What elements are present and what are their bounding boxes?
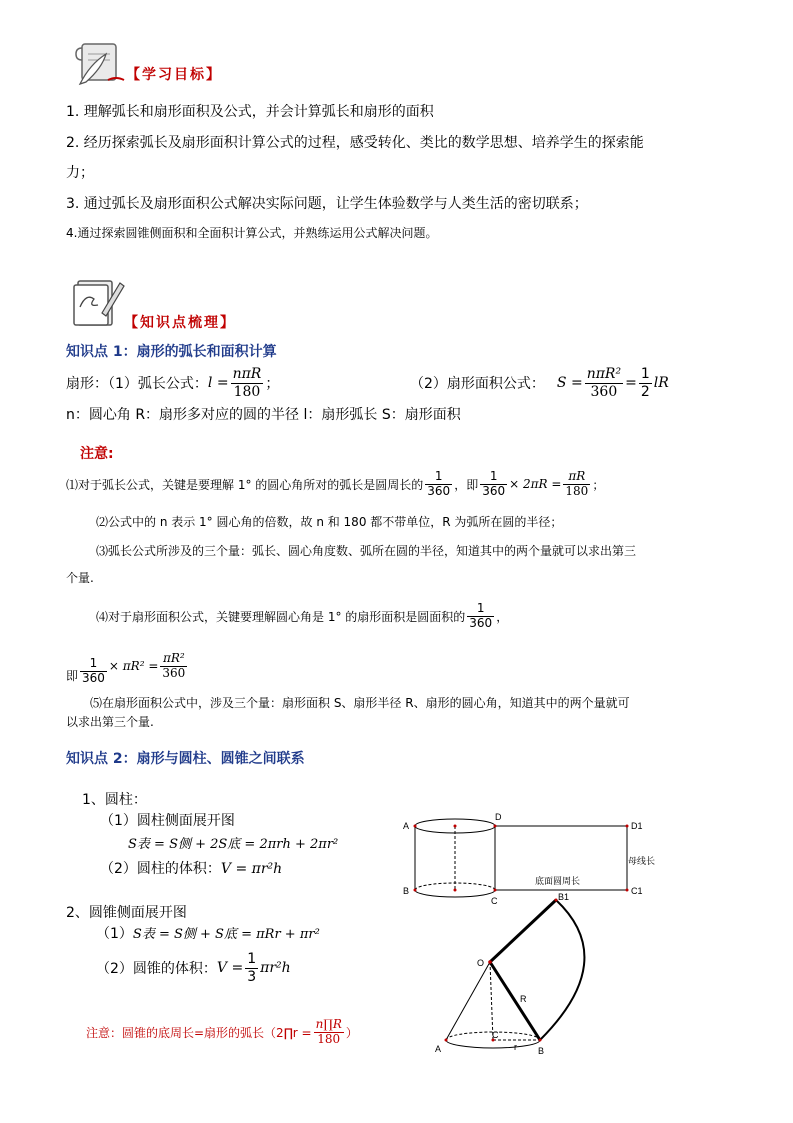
sector-arc bbox=[540, 900, 584, 1040]
cone-volume-tail: πr²h bbox=[260, 960, 291, 976]
cone-note-den: 180 bbox=[317, 1031, 341, 1046]
note-4b-result bbox=[160, 652, 187, 681]
area-formula-tail: lR bbox=[653, 375, 669, 391]
cylinder-item-1: （1）圆柱侧面展开图 bbox=[100, 813, 235, 829]
notebook-pen-icon bbox=[72, 275, 130, 329]
sector-radius-top bbox=[490, 900, 556, 962]
note-1-mid: ，即 bbox=[454, 477, 479, 492]
note-1-times: × 2πR = bbox=[509, 477, 562, 491]
cone-note-num: n∏R bbox=[315, 1016, 342, 1031]
area-formula-lhs: S = bbox=[556, 375, 583, 391]
note-1-end: ； bbox=[592, 477, 605, 492]
goal-1: 1. 理解弧长和扇形面积及公式，并会计算弧长和扇形的面积 bbox=[66, 104, 434, 120]
cylinder-volume-formula: V = πr²h bbox=[220, 861, 283, 877]
note-2: ⑵公式中的 n 表示 1° 圆心角的倍数，故 n 和 180 都不带单位，R 为弧所在圆的半径； bbox=[96, 515, 563, 529]
cone-volume-label: （2）圆锥的体积： bbox=[96, 961, 217, 977]
note-4b-prefix: 即 bbox=[66, 669, 79, 683]
section-header-knowledge: 【知识点梳理】 bbox=[124, 315, 236, 331]
note-5b: 以求出第三个量. bbox=[66, 715, 154, 729]
point-a-dot bbox=[414, 825, 417, 828]
arc-formula-label: 扇形：（1）弧长公式： bbox=[66, 376, 208, 392]
note-1 bbox=[66, 464, 604, 504]
cylinder-top-center bbox=[454, 825, 457, 828]
apex-dot bbox=[488, 960, 492, 964]
note-4b-fraction bbox=[80, 657, 107, 686]
cone-note bbox=[86, 1012, 358, 1052]
note-4-frac-num: 1 bbox=[467, 602, 494, 617]
note-4b-frac-den: 360 bbox=[82, 671, 105, 686]
note-4b bbox=[66, 646, 189, 686]
note-1-frac2-num: 1 bbox=[480, 470, 507, 485]
cone-item-2 bbox=[96, 948, 291, 988]
cone-volume-num: 1 bbox=[247, 951, 257, 968]
note-4-end: ， bbox=[496, 609, 509, 624]
goal-2: 2. 经历探索弧长及扇形面积计算公式的过程，感受转化、类比的数学思想、培养学生的探索能 bbox=[66, 135, 644, 151]
label-b: B bbox=[403, 886, 410, 896]
label-d1: D1 bbox=[631, 821, 643, 831]
note-1-fraction bbox=[425, 470, 452, 499]
area-formula-numerator: nπR² bbox=[586, 366, 622, 383]
cone-surface-formula: S表 = S侧 + S底 = πRr + πr² bbox=[132, 927, 320, 942]
arc-formula-lhs: l = bbox=[207, 375, 229, 391]
sector-area-formula bbox=[410, 365, 669, 401]
note-1-res-den: 180 bbox=[565, 483, 589, 498]
area-formula-label: （2）扇形面积公式： bbox=[410, 376, 545, 392]
half-fraction bbox=[639, 366, 652, 399]
note-1-frac-den: 360 bbox=[427, 483, 451, 498]
area-formula-denominator: 360 bbox=[590, 383, 618, 400]
label-a: A bbox=[403, 821, 410, 831]
cone-height bbox=[490, 962, 493, 1040]
note-1-res-num: πR bbox=[563, 470, 590, 485]
note-3b: 个量. bbox=[66, 571, 94, 585]
cone-left-edge bbox=[446, 962, 490, 1040]
note-4-text: ⑷对于扇形面积公式，关键要理解圆心角是 1° 的扇形面积是圆面积的 bbox=[96, 609, 466, 624]
note-3a: ⑶弧长公式所涉及的三个量：弧长、圆心角度数、弧所在圆的半径，知道其中的两个量就可以求出第三 bbox=[96, 544, 637, 558]
arc-length-formula bbox=[66, 365, 279, 401]
cone-net-figure bbox=[430, 890, 620, 1060]
label-d: D bbox=[495, 812, 502, 822]
label-c: C bbox=[491, 896, 498, 906]
label-c-cone: C bbox=[492, 1030, 499, 1040]
note-4b-res-num: πR² bbox=[160, 652, 187, 667]
half-denominator: 2 bbox=[640, 383, 650, 400]
note-1-result bbox=[563, 470, 590, 499]
label-r-big: R bbox=[520, 994, 527, 1004]
area-formula-equals: = bbox=[625, 375, 637, 391]
cone-note-end: ） bbox=[345, 1025, 358, 1040]
arc-formula-semicolon: ； bbox=[265, 376, 280, 392]
goal-3: 3. 通过弧长及扇形面积公式解决实际问题，让学生体验数学与人类生活的密切联系； bbox=[66, 196, 588, 212]
kp1-title: 知识点 1：扇形的弧长和面积计算 bbox=[66, 344, 277, 360]
point-d1-dot bbox=[626, 825, 629, 828]
arc-formula-denominator: 180 bbox=[233, 383, 261, 400]
cone-title: 2、圆锥侧面展开图 bbox=[66, 905, 187, 921]
section-header-goals: 【学习目标】 bbox=[126, 67, 222, 83]
note-1-frac2-den: 360 bbox=[482, 483, 506, 498]
cone-volume-lhs: V = bbox=[216, 960, 244, 976]
cone-note-prefix: 注意：圆锥的底周长=扇形的弧长（2∏r = bbox=[86, 1025, 312, 1040]
note-1-text: ⑴对于弧长公式，关键是要理解 1° 的圆心角所对的弧长是圆周长的 bbox=[66, 477, 424, 492]
point-d-dot bbox=[494, 825, 497, 828]
kp1-legend: n：圆心角 R：扇形多对应的圆的半径 l：扇形弧长 S：扇形面积 bbox=[66, 407, 461, 423]
cylinder-surface-formula: S表 = S侧 + 2S底 = 2πrh + 2πr² bbox=[128, 837, 339, 852]
cone-volume-fraction bbox=[245, 951, 258, 984]
notes-title: 注意: bbox=[80, 446, 114, 462]
goal-4: 4.通过探索圆锥侧面积和全面积计算公式，并熟练运用公式解决问题。 bbox=[66, 226, 438, 240]
cone-volume-den: 3 bbox=[247, 968, 257, 985]
label-b-cone: B bbox=[538, 1046, 545, 1056]
scroll-quill-icon bbox=[72, 40, 130, 88]
label-o: O bbox=[477, 958, 485, 968]
sector-radius-r bbox=[490, 962, 540, 1040]
note-4b-frac-num: 1 bbox=[80, 657, 107, 672]
cylinder-volume-label: （2）圆柱的体积： bbox=[100, 861, 221, 877]
label-base-circumference: 底面圆周长 bbox=[535, 876, 581, 886]
note-1-fraction-2 bbox=[480, 470, 507, 499]
area-formula-fraction bbox=[585, 366, 623, 399]
kp2-title: 知识点 2：扇形与圆柱、圆锥之间联系 bbox=[66, 751, 305, 767]
label-generatrix: 母线长 bbox=[628, 856, 656, 866]
arc-formula-fraction bbox=[231, 366, 264, 399]
point-c1-dot bbox=[626, 889, 629, 892]
cone-item-1-label: （1） bbox=[96, 926, 133, 942]
cylinder-title: 1、圆柱： bbox=[82, 792, 147, 808]
half-numerator: 1 bbox=[640, 366, 650, 383]
label-r-small: r bbox=[514, 1042, 517, 1052]
note-1-frac-num: 1 bbox=[425, 470, 452, 485]
goal-2-cont: 力； bbox=[66, 165, 94, 181]
label-b1: B1 bbox=[558, 892, 570, 902]
note-4-frac-den: 360 bbox=[469, 615, 493, 630]
note-5a: ⑸在扇形面积公式中，涉及三个量：扇形面积 S、扇形半径 R、扇形的圆心角，知道其中的两个量就可 bbox=[90, 696, 630, 710]
cone-note-fraction bbox=[314, 1018, 344, 1047]
label-a-cone: A bbox=[435, 1044, 442, 1054]
point-a-cone-dot bbox=[445, 1039, 448, 1042]
cylinder-item-2 bbox=[100, 858, 282, 878]
label-c1: C1 bbox=[631, 886, 643, 896]
note-4-fraction bbox=[467, 602, 494, 631]
arc-formula-numerator: nπR bbox=[232, 366, 262, 383]
point-b-dot bbox=[414, 889, 417, 892]
note-4b-times: × πR² = bbox=[108, 659, 159, 673]
point-b-dot bbox=[539, 1039, 542, 1042]
note-4b-res-den: 360 bbox=[162, 665, 186, 680]
cone-item-1 bbox=[96, 923, 320, 943]
note-4 bbox=[96, 596, 508, 636]
